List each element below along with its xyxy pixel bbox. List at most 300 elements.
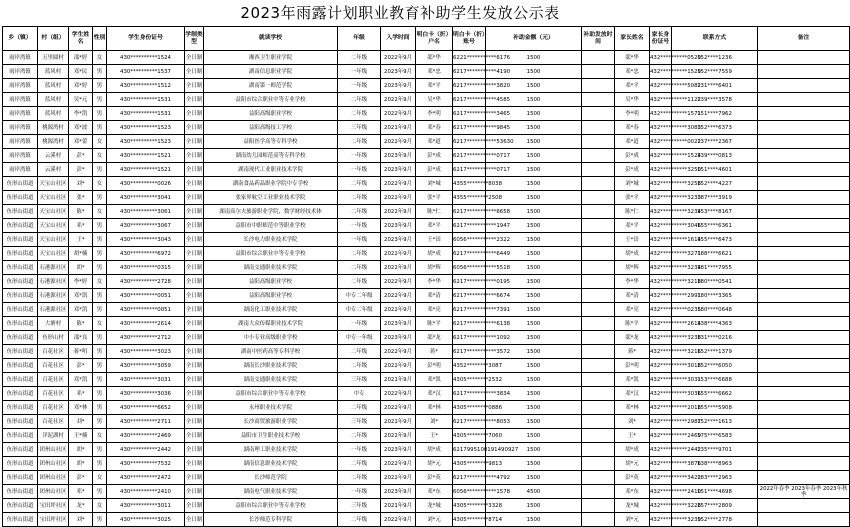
table-cell: 男: [93, 345, 107, 359]
table-cell: [758, 387, 850, 401]
table-cell: [582, 107, 615, 121]
table-cell: 2022年9月: [381, 247, 416, 261]
table-cell: 一年级: [338, 79, 381, 93]
table-cell: 益阳市中职师范中等职业学校: [204, 219, 338, 233]
table-row: [3, 513, 850, 527]
page-title: 2023年雨露计划职业教育补助学生发放公示表: [240, 4, 560, 22]
table-cell: 430**********2469: [107, 429, 185, 443]
table-cell: 432**********3238: [650, 331, 672, 345]
table-cell: 430**********3031: [107, 373, 185, 387]
table-cell: 邓*凯: [69, 373, 93, 387]
table-cell: 男: [93, 79, 107, 93]
table-cell: 1500: [486, 415, 582, 429]
table-cell: 石港源社区: [38, 275, 69, 289]
table-cell: 胡*: [69, 457, 93, 471]
table-cell: [758, 303, 850, 317]
table-cell: [582, 345, 615, 359]
table-cell: 6217***********0717: [453, 149, 486, 163]
table-cell: 男: [93, 107, 107, 121]
table-cell: 鱼形山街道: [3, 233, 38, 247]
table-cell: 全日制: [185, 121, 204, 135]
table-cell: 153****6688: [672, 373, 758, 387]
table-cell: 长沙电力职业技术学院: [204, 233, 338, 247]
column-header: 补助发放时间: [582, 27, 615, 51]
table-cell: 2022年9月: [381, 513, 416, 527]
table-cell: 中专二年级: [338, 289, 381, 303]
table-cell: 邓*平: [416, 79, 453, 93]
table-cell: 151****4698: [672, 485, 758, 499]
table-cell: 五里圆村: [38, 51, 69, 65]
table-cell: 152****7559: [672, 65, 758, 79]
table-cell: 男: [93, 247, 107, 261]
table-cell: 432**********1571: [650, 107, 672, 121]
table-cell: 彭*: [69, 359, 93, 373]
table-cell: 2022年9月: [381, 387, 416, 401]
table-cell: 152****6373: [672, 121, 758, 135]
table-cell: 一年级: [338, 485, 381, 499]
table-cell: 430**********1523: [107, 135, 185, 149]
table-cell: 6221***********6176: [453, 51, 486, 65]
column-header: 明白卡（折）账号: [453, 27, 486, 51]
table-cell: 6056***********1578: [453, 485, 486, 499]
table-cell: 1500: [486, 345, 582, 359]
table-cell: [582, 93, 615, 107]
table-cell: 邓*东: [615, 485, 650, 499]
table-cell: 6217***********53630: [453, 135, 486, 149]
table-row: [3, 51, 850, 65]
table-cell: 湖南大众传媒职业技术学院: [204, 317, 338, 331]
table-cell: 鱼形山街道: [3, 275, 38, 289]
table-row: [3, 471, 850, 485]
table-cell: 152****1236: [672, 51, 758, 65]
table-cell: 430**********1521: [107, 149, 185, 163]
table-cell: 邓*凯: [69, 303, 93, 317]
table-cell: 二年级: [338, 247, 381, 261]
column-header: 乡（镇）: [3, 27, 38, 51]
column-header: 明白卡（折）户名: [416, 27, 453, 51]
table-cell: 432**********0022: [650, 135, 672, 149]
table-cell: 桃源湾村: [38, 121, 69, 135]
table-cell: 彭*: [69, 149, 93, 163]
table-cell: 二年级: [338, 457, 381, 471]
table-cell: 彭*明: [615, 359, 650, 373]
table-cell: [758, 219, 850, 233]
table-cell: 湖南中医药高等专科学校: [204, 345, 338, 359]
table-cell: 湖南高尔夫旅游职业学院，数学财经技术体: [204, 205, 338, 219]
table-cell: 6217***********6658: [453, 205, 486, 219]
table-cell: 1500: [486, 135, 582, 149]
table-cell: [758, 345, 850, 359]
table-cell: 6217***********3465: [453, 107, 486, 121]
table-cell: 刘*: [69, 415, 93, 429]
column-header: 性别: [93, 27, 107, 51]
table-cell: 天宝山社区: [38, 191, 69, 205]
table-cell: 135****9701: [672, 443, 758, 457]
table-cell: 邓*清: [416, 289, 453, 303]
table-cell: [582, 79, 615, 93]
table-cell: 邓*春: [416, 121, 453, 135]
table-cell: 女: [93, 471, 107, 485]
table-cell: 全日制: [185, 373, 204, 387]
table-cell: 刘*城: [416, 177, 453, 191]
table-cell: 全日制: [185, 177, 204, 191]
table-cell: 石港源社区: [38, 289, 69, 303]
table-cell: 刘*: [69, 513, 93, 527]
table-cell: 432**********3218: [650, 275, 672, 289]
table-cell: 吴*元: [69, 93, 93, 107]
table-cell: 430**********0051: [107, 289, 185, 303]
table-cell: 1500: [486, 373, 582, 387]
table-cell: 432**********2018: [650, 401, 672, 415]
table-cell: 男: [93, 387, 107, 401]
table-cell: [758, 135, 850, 149]
table-cell: 胡*辉: [416, 261, 453, 275]
table-cell: 团州山社区: [38, 457, 69, 471]
table-cell: [582, 373, 615, 387]
table-row: [3, 121, 850, 135]
table-cell: 雨岸湾镇: [3, 135, 38, 149]
table-cell: 一年级: [338, 317, 381, 331]
table-cell: 长沙师范专科学院: [204, 513, 338, 527]
table-cell: 1500: [486, 191, 582, 205]
table-cell: [758, 359, 850, 373]
table-cell: 1500: [486, 51, 582, 65]
table-cell: 二年级: [338, 93, 381, 107]
table-cell: 2022年9月: [381, 261, 416, 275]
table-cell: 男: [93, 303, 107, 317]
table-cell: 鱼形山街道: [3, 401, 38, 415]
table-cell: 155****6662: [672, 387, 758, 401]
table-cell: 邓*春: [615, 121, 650, 135]
table-cell: 彭*: [69, 471, 93, 485]
table-cell: [582, 191, 615, 205]
table-cell: 邓*民: [69, 65, 93, 79]
table-cell: 鱼形山街道: [3, 303, 38, 317]
table-cell: 1500: [486, 457, 582, 471]
table-cell: 益阳医学高等专科学校: [204, 135, 338, 149]
table-cell: 鱼形山街道: [3, 219, 38, 233]
table-cell: 鱼形山街道: [3, 317, 38, 331]
table-cell: 鱼形山街道: [3, 359, 38, 373]
table-cell: 一年级: [338, 149, 381, 163]
table-cell: 湖南食品药品职业学院中专学校: [204, 177, 338, 191]
table-cell: 陈*平: [615, 317, 650, 331]
table-cell: [758, 191, 850, 205]
table-cell: 180****3365: [672, 289, 758, 303]
table-cell: 益阳市综合职业中等专业学校: [204, 387, 338, 401]
table-cell: 女: [93, 51, 107, 65]
table-cell: 2022年9月: [381, 345, 416, 359]
table-cell: 全日制: [185, 457, 204, 471]
table-cell: 益阳市综合职业中等专业学校: [204, 499, 338, 513]
table-cell: 胡*: [69, 261, 93, 275]
table-cell: 鱼形山街道: [3, 457, 38, 471]
table-cell: 雨岸湾镇: [3, 65, 38, 79]
table-cell: 430**********3043: [107, 233, 185, 247]
table-cell: 1500: [486, 429, 582, 443]
table-cell: 三年级: [338, 499, 381, 513]
table-cell: 430**********3059: [107, 359, 185, 373]
table-cell: [582, 163, 615, 177]
table-cell: [582, 401, 615, 415]
table-cell: 175****6583: [672, 429, 758, 443]
table-cell: 三年级: [338, 121, 381, 135]
table-cell: 131****6401: [672, 79, 758, 93]
table-cell: [582, 485, 615, 499]
table-cell: 百花社区: [38, 401, 69, 415]
table-row: [3, 359, 850, 373]
table-cell: 2023年9月: [381, 317, 416, 331]
table-cell: 6056***********2322: [453, 233, 486, 247]
table-cell: [582, 219, 615, 233]
table-cell: 张*平: [615, 191, 650, 205]
table-cell: 1500: [486, 247, 582, 261]
table-cell: 胡*成: [416, 247, 453, 261]
table-row: [3, 191, 850, 205]
table-cell: 4305********8714: [453, 513, 486, 527]
table-cell: 雨岸湾镇: [3, 107, 38, 121]
table-cell: 三年级: [338, 373, 381, 387]
table-cell: [758, 373, 850, 387]
table-cell: 女: [93, 135, 107, 149]
table-cell: 432**********2987: [650, 415, 672, 429]
table-cell: 邓*道: [416, 135, 453, 149]
table-cell: 全日制: [185, 205, 204, 219]
table-cell: 1500: [486, 387, 582, 401]
table-cell: 432**********0529: [650, 51, 672, 65]
table-cell: 二年级: [338, 513, 381, 527]
table-cell: 1500: [486, 303, 582, 317]
table-cell: 一年级: [338, 65, 381, 79]
table-cell: 邓*平: [416, 219, 453, 233]
table-row: [3, 303, 850, 317]
table-cell: 女: [93, 499, 107, 513]
table-cell: 长沙师范学院: [204, 471, 338, 485]
student-table: [2, 26, 850, 527]
table-cell: 龙*: [69, 499, 93, 513]
table-cell: 131****0216: [672, 331, 758, 345]
table-cell: 1500: [486, 401, 582, 415]
table-cell: 180****0541: [672, 275, 758, 289]
table-cell: 邓*忠: [615, 65, 650, 79]
table-cell: 雨岸湾镇: [3, 149, 38, 163]
table-cell: 彭*成: [615, 163, 650, 177]
table-cell: [582, 261, 615, 275]
table-row: [3, 429, 850, 443]
table-cell: 二年级: [338, 205, 381, 219]
table-cell: 430**********1531: [107, 107, 185, 121]
table-cell: 全日制: [185, 163, 204, 177]
table-cell: 2023年9月: [381, 233, 416, 247]
table-row: [3, 93, 850, 107]
table-cell: 全日制: [185, 499, 204, 513]
table-cell: 蓝风村: [38, 107, 69, 121]
table-cell: 4305********9813: [453, 457, 486, 471]
table-cell: 2023年9月: [381, 65, 416, 79]
table-row: [3, 219, 850, 233]
table-cell: 1500: [486, 149, 582, 163]
table-cell: 王*田: [615, 233, 650, 247]
table-cell: 2023年9月: [381, 149, 416, 163]
table-cell: [582, 289, 615, 303]
table-cell: [758, 499, 850, 513]
table-cell: 中专一年级: [338, 331, 381, 345]
table-cell: 张家界航空工业职业技术学院: [204, 191, 338, 205]
table-cell: 雨岸湾镇: [3, 51, 38, 65]
table-cell: 鱼形山街道: [3, 261, 38, 275]
table-cell: 女: [93, 177, 107, 191]
table-cell: 男: [93, 401, 107, 415]
table-cell: 云溪村: [38, 163, 69, 177]
table-cell: 二年级: [338, 107, 381, 121]
table-cell: 432**********5082: [650, 79, 672, 93]
table-cell: 432**********0235: [650, 303, 672, 317]
table-cell: 1500: [486, 205, 582, 219]
table-cell: 蒋*: [615, 345, 650, 359]
table-cell: 432**********3083: [650, 121, 672, 135]
table-cell: 2022年9月: [381, 401, 416, 415]
table-cell: 女: [93, 317, 107, 331]
table-cell: 刘*: [615, 415, 650, 429]
table-cell: 430**********1537: [107, 65, 185, 79]
table-cell: 6217995100191490927: [453, 443, 486, 457]
table-cell: [758, 79, 850, 93]
table-cell: 137****2367: [672, 135, 758, 149]
table-cell: [758, 443, 850, 457]
table-cell: 1500: [486, 471, 582, 485]
table-cell: 彭*明: [416, 359, 453, 373]
table-cell: 139****3578: [672, 93, 758, 107]
table-cell: 155****6361: [672, 219, 758, 233]
table-cell: 430**********1512: [107, 79, 185, 93]
table-cell: 2023年9月: [381, 79, 416, 93]
table-cell: 430**********7532: [107, 457, 185, 471]
table-cell: 邓*平: [615, 219, 650, 233]
table-cell: 天宝山社区: [38, 205, 69, 219]
table-cell: 432**********3271: [650, 247, 672, 261]
column-header: 家长身份证号: [650, 27, 672, 51]
table-cell: 邵*华: [416, 51, 453, 65]
table-cell: 6217***********1947: [453, 219, 486, 233]
table-cell: 男: [93, 93, 107, 107]
table-cell: 139****0813: [672, 149, 758, 163]
table-cell: 龙*城: [416, 499, 453, 513]
table-cell: 432**********1614: [650, 233, 672, 247]
table-cell: 432**********3234: [650, 261, 672, 275]
table-cell: 邓*: [69, 387, 93, 401]
table-cell: 蓝风村: [38, 93, 69, 107]
table-cell: 邓*东: [416, 485, 453, 499]
table-cell: 邓*蕾: [69, 135, 93, 149]
table-cell: 二年级: [338, 51, 381, 65]
table-cell: 石港源社区: [38, 261, 69, 275]
table-cell: 石港源社区: [38, 303, 69, 317]
table-cell: 2023年9月: [381, 331, 416, 345]
table-cell: 432**********3239: [650, 513, 672, 527]
table-cell: 陈*: [69, 205, 93, 219]
table-cell: 邓*: [69, 219, 93, 233]
table-cell: 2022年9月: [381, 429, 416, 443]
table-cell: 邓*林: [615, 401, 650, 415]
table-cell: 1500: [486, 219, 582, 233]
table-cell: 鱼形山街道: [3, 205, 38, 219]
table-cell: 男: [93, 163, 107, 177]
table-cell: 2022年9月: [381, 135, 416, 149]
table-cell: 中小专业高级职业学校: [204, 331, 338, 345]
table-cell: 2022年9月: [381, 177, 416, 191]
table-cell: [582, 317, 615, 331]
table-cell: 4352********3087: [453, 359, 486, 373]
table-cell: 男: [93, 191, 107, 205]
table-cell: 邓*婷: [69, 79, 93, 93]
table-cell: 李*明: [615, 107, 650, 121]
table-cell: 邓*汉: [615, 387, 650, 401]
table-cell: 益阳市卫生职业技术学校: [204, 429, 338, 443]
table-cell: 2022年9月: [381, 289, 416, 303]
table-cell: 胡*元: [615, 457, 650, 471]
table-cell: 一年级: [338, 163, 381, 177]
column-header: 就读学校: [204, 27, 338, 51]
table-cell: 432**********3228: [650, 499, 672, 513]
table-cell: 全日制: [185, 191, 204, 205]
table-cell: 雨岸湾镇: [3, 163, 38, 177]
table-cell: 430**********1521: [107, 163, 185, 177]
table-cell: 男: [93, 121, 107, 135]
table-cell: 邓*: [69, 485, 93, 499]
table-cell: 181****7955: [672, 261, 758, 275]
table-cell: 邓*道: [615, 135, 650, 149]
table-cell: 432**********2410: [650, 485, 672, 499]
table-row: [3, 135, 850, 149]
table-cell: 中专二年级: [338, 303, 381, 317]
table-cell: 全日制: [185, 471, 204, 485]
table-cell: 152****1613: [672, 415, 758, 429]
table-cell: 邓*凯: [416, 373, 453, 387]
table-cell: 4305********0886: [453, 401, 486, 415]
table-cell: [758, 177, 850, 191]
table-cell: 432**********3876: [650, 457, 672, 471]
table-cell: 1500: [486, 359, 582, 373]
table-cell: 180****0648: [672, 303, 758, 317]
table-cell: 二年级: [338, 401, 381, 415]
table-row: [3, 485, 850, 499]
table-cell: 大塘村: [38, 317, 69, 331]
table-cell: 全日制: [185, 51, 204, 65]
table-cell: 432**********3233: [650, 191, 672, 205]
table-cell: 2022年9月: [381, 93, 416, 107]
table-cell: [758, 415, 850, 429]
table-row: [3, 65, 850, 79]
table-cell: 1500: [486, 289, 582, 303]
table-cell: 宝田坪社区: [38, 499, 69, 513]
table-cell: 1500: [486, 443, 582, 457]
table-cell: [758, 163, 850, 177]
table-cell: 彭*成: [615, 149, 650, 163]
table-row: [3, 331, 850, 345]
table-cell: 157****2809: [672, 499, 758, 513]
table-row: [3, 205, 850, 219]
table-cell: 一年级: [338, 219, 381, 233]
table-cell: 全日制: [185, 233, 204, 247]
table-cell: [582, 429, 615, 443]
table-cell: 6056***********5518: [453, 261, 486, 275]
table-row: [3, 401, 850, 415]
table-cell: 湖南理工职业技术学院: [204, 443, 338, 457]
table-row: [3, 275, 850, 289]
table-cell: 全日制: [185, 485, 204, 499]
table-cell: [758, 317, 850, 331]
table-cell: 1500: [486, 93, 582, 107]
